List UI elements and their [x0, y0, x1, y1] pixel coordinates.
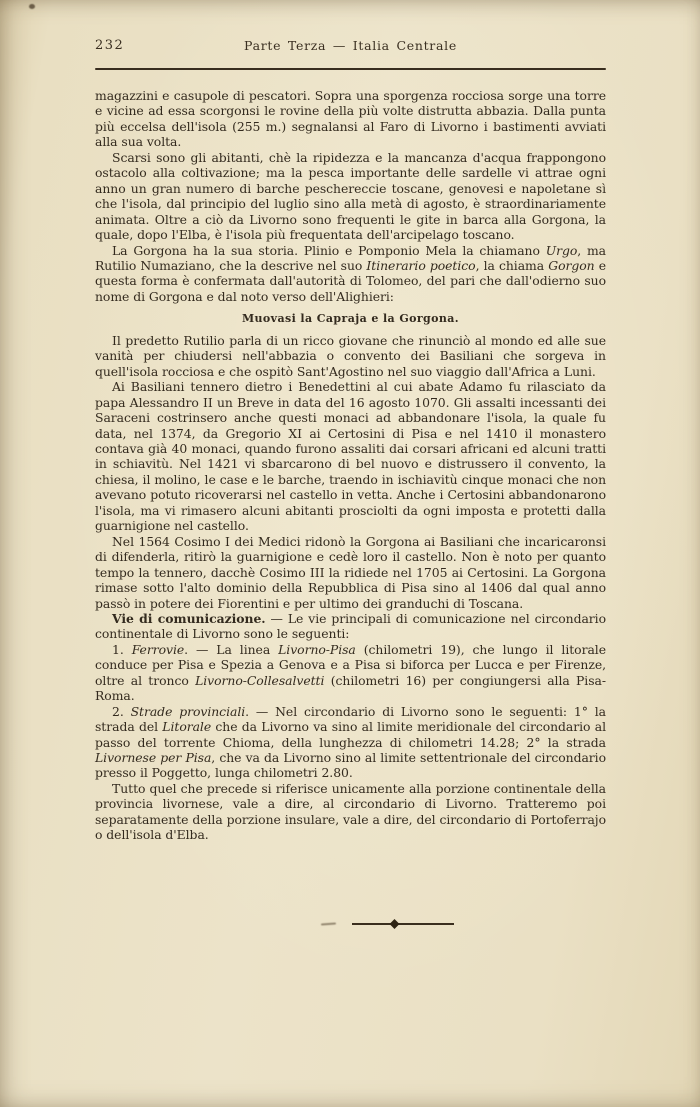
text-segment: , la chiama [475, 257, 549, 273]
text-segment: . — La linea [184, 641, 279, 657]
text-segment: Nel 1564 Cosimo I dei Medici ridonò la Gorgona ai Basiliani che incaricaronsi di difenderla, ritirò la guarnigione e cedè loro il castello. Non è noto per quanto tempo la tennero, dacchè Cosimo III la ridiede nel 1705 ai Certosini. La Gorgona rimase sotto l'alto dominio della Repubblica di Pisa sino al 1406 dal qual anno passò in potere dei Fiorentini e per ultimo dei granduchi di Toscana. [95, 533, 606, 611]
paragraph [95, 611, 606, 642]
text-segment: Strade provinciali [130, 703, 246, 719]
section-divider [0, 916, 700, 932]
text-column [95, 88, 606, 843]
text-segment: Gorgon [548, 257, 595, 273]
header-rule [95, 68, 606, 70]
text-segment: , che va da Livorno sino al limite settentrionale del circondario presso il Poggetto, lunga chilometri 2.80. [95, 750, 606, 781]
text-segment: — Le vie principali di comunicazione nel circondario continentale di Livorno sono le seguenti: [95, 610, 606, 642]
page-number: 232 [95, 38, 125, 53]
verse-line [95, 311, 606, 326]
paragraph [95, 534, 606, 611]
paragraph [95, 243, 606, 305]
text-segment: Vie di comunicazione. [112, 610, 266, 626]
paragraph [95, 333, 606, 379]
paragraph [95, 379, 606, 534]
text-segment: 2. [112, 703, 131, 719]
page-header [95, 38, 606, 53]
text-segment: , ma Rutilio Numaziano, che la descrive nel suo [95, 242, 606, 273]
text-segment: 1. [112, 641, 132, 657]
text-segment: Tutto quel che precede si riferisce unicamente alla porzione continentale della provincia livornese, vale a dire, al circondario di Livorno. Tratteremo poi separatamente della porzione insulare, vale a dire, del circondario di Portoferrajo o dell'isola d'Elba. [95, 780, 606, 843]
text-segment: Urgo [545, 242, 578, 258]
paragraph [95, 88, 606, 150]
text-segment: che da Livorno va sino al limite meridionale del circondario al passo del torrente Chioma, della lunghezza di chilometri 14.28; 2° la strada [95, 719, 606, 750]
text-segment: e questa forma è confermata dall'autorità di Tolomeo, del pari che dall'odierno suo nome di Gorgona e dal noto verso dell'Alighieri: [95, 257, 606, 304]
paragraph [95, 150, 606, 243]
text-segment: Ferrovie [131, 641, 185, 657]
text-segment: magazzini e casupole di pescatori. Sopra una sporgenza rocciosa sorge una torre e vicine ad essa scorgonsi le rovine della più volte distrutta abbazia. Dalla punta più eccelsa dell'isola (255 m.) segnalansi al Faro di Livorno i bastimenti avviati alla sua volta. [95, 88, 606, 150]
paragraph [95, 781, 606, 843]
text-segment: . — Nel circondario di Livorno sono le seguenti: 1° la strada del [95, 703, 606, 735]
diamond-icon [389, 919, 399, 929]
paragraph [95, 642, 606, 704]
text-segment: Livorno-Pisa [278, 641, 356, 657]
text-segment: Livornese per Pisa [95, 750, 212, 766]
text-segment: Il predetto Rutilio parla di un ricco giovane che rinunciò al mondo ed alle sue vanità per chiudersi nell'abbazia o convento dei Basiliani che sorgeva in quell'isola rocciosa e che ospitò Sant'Agostino nel suo viaggio dall'Africa a Luni. [95, 332, 606, 379]
text-segment: La Gorgona ha la sua storia. Plinio e Pomponio Mela la chiamano [112, 242, 546, 258]
text-segment: (chilometri 19), che lungo il litorale conduce per Pisa e Spezia a Genova e a Pisa si biforca per Lucca e per Firenze, oltre al tronco [95, 641, 606, 688]
text-segment: Livorno-Collesalvetti [195, 672, 325, 688]
text-segment: Itinerario poetico [366, 257, 476, 273]
paragraph [95, 704, 606, 781]
text-segment: (chilometri 16) per congiungersi alla Pisa-Roma. [95, 672, 606, 704]
ink-smudge [320, 922, 335, 925]
divider-rule [352, 923, 454, 925]
text-segment: Scarsi sono gli abitanti, chè la ripidezza e la mancanza d'acqua frappongono ostacolo alla coltivazione; ma la pesca importante delle sardelle vi attrae ogni anno un gran numero di barche peschereccie toscane, genovesi e napoletane sì che l'isola, dal principio del luglio sino alla metà di agosto, è straordinariamente animata. Oltre a ciò da Livorno sono frequenti le gite in barca alla Gorgona, la quale, dopo l'Elba, è l'isola più frequentata dell'arcipelago toscano. [95, 149, 606, 243]
text-segment: Muovasi la Capraja e la Gorgona. [241, 312, 460, 326]
running-title: Parte Terza — Italia Centrale [244, 38, 457, 53]
ink-speck [29, 4, 35, 9]
text-segment: Ai Basiliani tennero dietro i Benedettini al cui abate Adamo fu rilasciato da papa Alessandro II un Breve in data del 16 agosto 1070. Gli assalti incessanti dei Saraceni costrinsero anche questi monaci ad abbandonare l'isola, la quale fu data, nel 1374, da Gregorio XI ai Certosini di Pisa e nel 1410 il monastero contava già 40 monaci, quando furono assaliti dai corsari africani ed alcuni tratti in schiavitù. Nel 1421 vi sbarcarono di bel nuovo e distrussero il convento, la chiesa, il molino, le case e le barche, traendo in ischiavitù cinque monaci che non avevano potuto ricoverarsi nel castello in vetta. Anche i Certosini abbandonarono l'isola, ma vi rimasero alcuni abitanti prosciolti da ogni imposta e protetti dalla guarnigione nel castello. [95, 379, 606, 534]
text-segment: Litorale [162, 719, 212, 735]
